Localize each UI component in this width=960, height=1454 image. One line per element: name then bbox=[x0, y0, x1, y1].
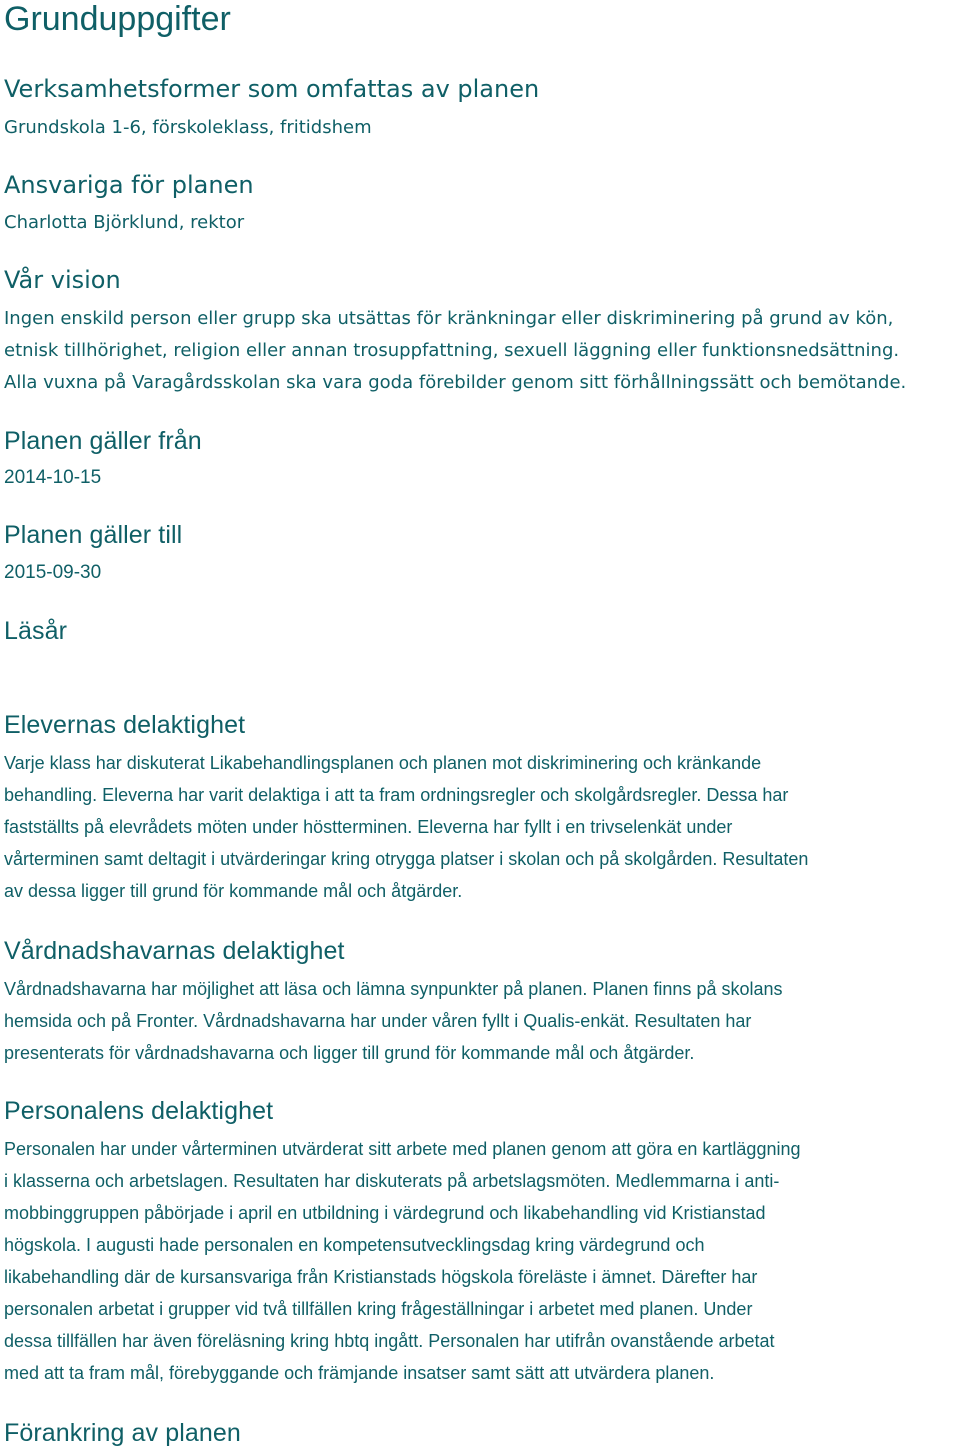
section-heading: Läsår bbox=[4, 617, 68, 645]
section-body: Varje klass har diskuterat Likabehandlingsplanen och planen mot diskriminering och kränkande behandling. Eleverna har varit delaktiga i att ta fram ordningsregler och skolgårdsregler. Dessa har fastställts på elevrådets möten under höstterminen. Eleverna har fyllt i en trivselenkät under vårterminen samt deltagit i utvärderingar kring otrygga platser i skolan och på skolgården. Resultaten av dessa ligger till grund för kommande mål och åtgärder. bbox=[4, 753, 809, 901]
section-heading: Förankring av planen bbox=[4, 1419, 241, 1447]
document-title: Grunduppgifter bbox=[4, 0, 231, 38]
section-body: Vårdnadshavarna har möjlighet att läsa och lämna synpunkter på planen. Planen finns på skolans hemsida och på Fronter. Vårdnadshavarna har under våren fyllt i Qualis-enkät. Resultaten har presenterats för vårdnadshavarna och ligger till grund för kommande mål och åtgärder. bbox=[4, 979, 783, 1063]
section-heading: Personalens delaktighet bbox=[4, 1097, 274, 1125]
section-heading: Planen gäller från bbox=[4, 427, 202, 455]
section-body: Ingen enskild person eller grupp ska utsättas för kränkningar eller diskriminering på grund av kön, etnisk tillhörighet, religion eller annan trosuppfattning, sexuell läggning eller funktionsnedsättning. Alla vuxna på Varagårdsskolan ska vara goda förebilder genom sitt förhållningssätt och bemötande. bbox=[4, 308, 907, 393]
section-heading: Vår vision bbox=[4, 266, 121, 294]
date-value: 2014-10-15 bbox=[4, 467, 102, 488]
section-heading: Vårdnadshavarnas delaktighet bbox=[4, 937, 345, 965]
section-body: Grundskola 1-6, förskoleklass, fritidshem bbox=[4, 117, 372, 138]
section-body: Charlotta Björklund, rektor bbox=[4, 212, 245, 233]
section-body: Personalen har under vårterminen utvärderat sitt arbete med planen genom att göra en kartläggning i klasserna och arbetslagen. Resultaten har diskuterats på arbetslagsmöten. Medlemmarna i anti- mobbinggruppen påbörjade i april en utbildning i värdegrund och likabehandling vid Kristianstad högskola. I augusti hade personalen en kompetensutvecklingsdag kring värdegrund och likabehandling där de kursansvariga från Kristianstads högskola föreläste i ämnet. Därefter har personalen arbetat i grupper vid två tillfällen kring frågeställningar i arbetet med planen. Under dessa tillfällen har även föreläsning kring hbtq ingått. Personalen har utifrån ovanstående arbetat med att ta fram mål, förebyggande och främjande insatser samt sätt att utvärdera planen. bbox=[4, 1139, 801, 1383]
section-heading: Elevernas delaktighet bbox=[4, 711, 246, 739]
section-heading: Verksamhetsformer som omfattas av planen bbox=[4, 75, 540, 103]
section-heading: Ansvariga för planen bbox=[4, 171, 254, 199]
section-heading: Planen gäller till bbox=[4, 521, 183, 549]
date-value: 2015-09-30 bbox=[4, 562, 102, 583]
